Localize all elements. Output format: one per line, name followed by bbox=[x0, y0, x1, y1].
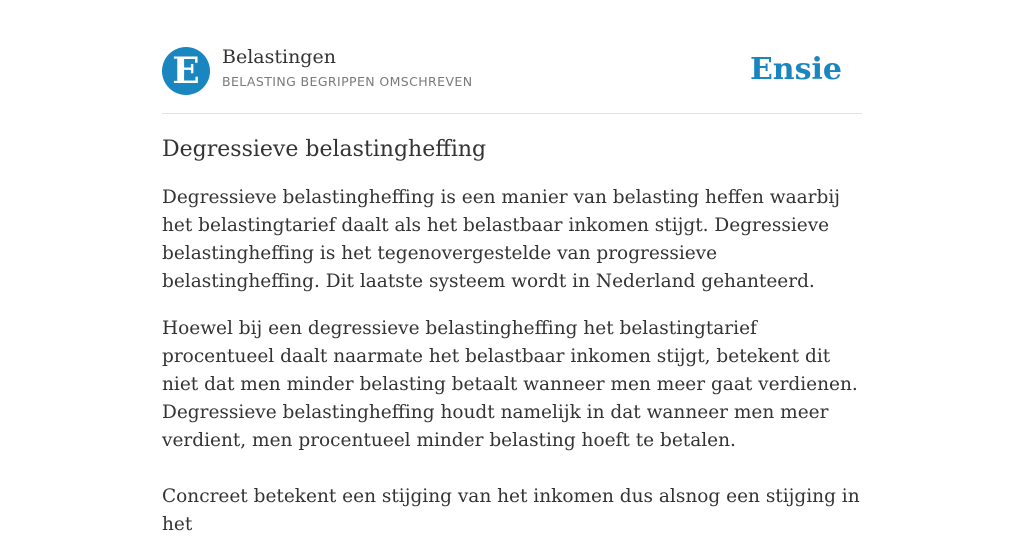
site-title[interactable]: Belastingen bbox=[222, 46, 336, 68]
ensie-logo-icon[interactable]: E bbox=[162, 47, 210, 95]
content-container bbox=[162, 0, 862, 539]
site-subtitle: BELASTING BEGRIPPEN OMSCHREVEN bbox=[222, 74, 473, 89]
article-paragraph: Degressieve belastingheffing is een manier van belasting heffen waarbij het belastingtarief daalt als het belastbaar inkomen stijgt. Degressieve belastingheffing is het tegenovergestelde van progressieve belastingheffing. Dit laatste systeem wordt in Nederland gehanteerd. bbox=[162, 187, 840, 292]
article-paragraph: Concreet betekent een stijging van het inkomen dus alsnog een stijging in het bbox=[162, 486, 860, 535]
article-paragraph: Hoewel bij een degressieve belastingheffing het belastingtarief procentueel daalt naarmate het belastbaar inkomen stijgt, betekent dit niet dat men minder belasting betaalt wanneer men meer gaat verdienen. Degressieve belastingheffing houdt namelijk in dat wanneer men meer verdient, men procentueel minder belasting hoeft te betalen. bbox=[162, 318, 858, 451]
site-header bbox=[162, 0, 862, 114]
article-title: Degressieve belastingheffing bbox=[162, 137, 487, 162]
brand-logo[interactable]: Ensie bbox=[749, 52, 842, 87]
